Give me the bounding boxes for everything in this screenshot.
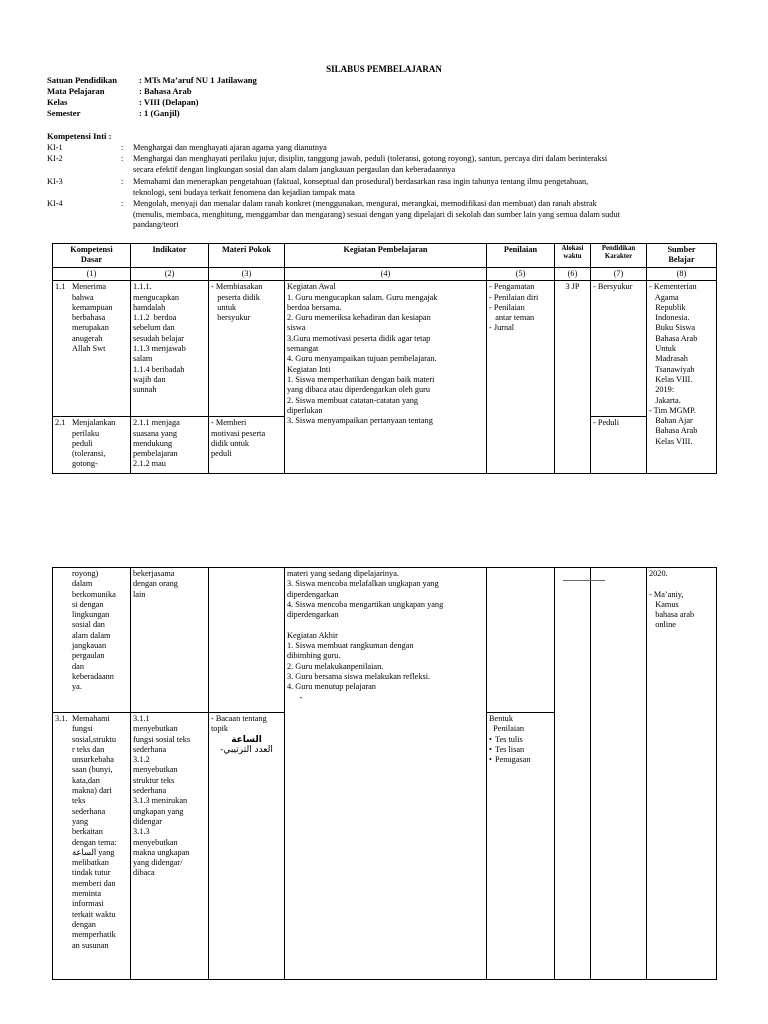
ki-key: KI-1 bbox=[47, 143, 63, 152]
list-item: • Tes tulis bbox=[489, 735, 552, 745]
text-line: struktur teks bbox=[133, 775, 175, 785]
penilaian-cell bbox=[487, 281, 555, 474]
text-line: 4. Guru menyampaikan tujuan pembelajaran. bbox=[287, 354, 437, 364]
text-line: yang didengar/ bbox=[133, 858, 183, 868]
text-line: 1.1.2 berdoa bbox=[133, 313, 177, 323]
text-line: diperlukan bbox=[287, 405, 323, 415]
text-line: 1.1.3 menjawab bbox=[133, 344, 186, 354]
ki-colon: : bbox=[121, 154, 124, 163]
ki-line: Mengolah, menyaji dan menalar dalam ranah konkret (menggunakan, mengurai, merangkai, memodifikasi dan membuat) dan ranah abstrak bbox=[133, 199, 597, 208]
meta-key: Kelas bbox=[47, 97, 68, 107]
text-line: informasi bbox=[72, 899, 104, 909]
text-line: Kamus bbox=[649, 599, 679, 609]
meta-row bbox=[47, 97, 647, 108]
text-line: hamdalah bbox=[133, 302, 166, 312]
text-line: menyebutkan bbox=[133, 724, 178, 734]
list-item: • Penugasan bbox=[489, 755, 552, 765]
text-line: 2019: bbox=[649, 385, 675, 395]
text-line: makna) dari bbox=[72, 786, 112, 796]
text-line: diperdengarkan bbox=[287, 610, 339, 620]
ki-heading: Kompetensi Inti : bbox=[47, 131, 112, 141]
text-line: bekerjasama bbox=[133, 569, 175, 578]
document-title: SILABUS PEMBELAJARAN bbox=[326, 64, 442, 74]
ki-text bbox=[133, 177, 761, 198]
meta-value: : 1 (Ganjil) bbox=[139, 108, 180, 118]
text-line: 1.1.1. bbox=[133, 282, 152, 292]
text-line: didengar bbox=[133, 816, 163, 826]
indikator-cell bbox=[131, 713, 209, 980]
number-row bbox=[53, 268, 717, 281]
text-line: antar teman bbox=[489, 313, 535, 323]
text-line: kemampuan bbox=[72, 302, 113, 312]
text-line: Bahasa Arab bbox=[649, 426, 698, 436]
kd-cell bbox=[53, 713, 131, 980]
ki-line: Memahami dan menerapkan pengetahuan (faktual, konseptual dan prosedural) berdasarkan rasa ingin tahunya tentang ilmu pengetahuan, bbox=[133, 177, 589, 186]
text-line: dibaca bbox=[133, 868, 155, 878]
text-line: perilaku bbox=[72, 428, 100, 438]
text-line: si dengan bbox=[72, 599, 104, 609]
text-line: - Memberi bbox=[211, 418, 247, 428]
kegiatan-cell bbox=[285, 281, 487, 474]
text-line: peserta didik bbox=[211, 292, 260, 302]
karakter-cell: - Peduli bbox=[591, 417, 647, 474]
text-line: dengan orang bbox=[133, 579, 178, 589]
materi-cell bbox=[209, 281, 285, 417]
text-line: sesudah belajar bbox=[133, 333, 184, 343]
header-kegiatan: Kegiatan Pembelajaran bbox=[285, 244, 487, 268]
text-line: lingkungan bbox=[72, 610, 110, 620]
ki-colon: : bbox=[121, 143, 124, 152]
text-line: r teks dan bbox=[72, 744, 105, 754]
col-number: (7) bbox=[591, 268, 647, 281]
text-line: berkaitan bbox=[72, 827, 103, 837]
text-line: Penilaian bbox=[489, 724, 525, 734]
sumber-cell bbox=[647, 281, 717, 474]
text-line: Kelas VIII. bbox=[649, 374, 693, 384]
text-line: yang dibaca atau diperdengarkan oleh guru bbox=[287, 385, 431, 395]
materi-cell bbox=[209, 568, 285, 713]
text-line: untuk bbox=[211, 302, 237, 312]
text-line: 2. Siswa membuat catatan-catatan yang bbox=[287, 395, 419, 405]
text-line: 3.1.3 menirukan bbox=[133, 796, 188, 806]
text-line: Untuk bbox=[649, 344, 676, 354]
meta-row bbox=[47, 108, 647, 119]
indikator-cell bbox=[131, 281, 209, 417]
text-line: 3. Siswa mencoba melafalkan ungkapan yang bbox=[287, 579, 439, 589]
ki-line: Menghargai dan menghayati perilaku jujur, disiplin, tanggung jawab, peduli (toleransi, gotong royong), santun, percaya diri dalam berinteraksi bbox=[133, 154, 608, 163]
alokasi-cell: 3 JP bbox=[555, 281, 591, 474]
text-line: 4. Guru menutup pelajaran bbox=[287, 682, 376, 692]
text-line: - bbox=[287, 692, 303, 702]
header-alokasi-waktu: Alokasi waktu bbox=[555, 244, 591, 268]
ki-line: pandang/teori bbox=[133, 220, 179, 229]
text-line: saan (bunyi, bbox=[72, 765, 113, 775]
materi-cell bbox=[209, 417, 285, 474]
text-line: 2. Guru memeriksa kehadiran dan kesiapan bbox=[287, 313, 431, 323]
text-line: - Kementerian bbox=[649, 282, 697, 292]
kd-number: 3.1. bbox=[55, 714, 68, 723]
text-line: Bentuk bbox=[489, 714, 513, 723]
ki-key: KI-2 bbox=[47, 154, 63, 163]
text-line: 2.1.1 menjaga bbox=[133, 418, 180, 428]
text-line: merupakan bbox=[72, 323, 109, 333]
text-line: motivasi peserta bbox=[211, 428, 266, 438]
header-row bbox=[53, 244, 717, 268]
text-line: keberadaann bbox=[72, 671, 114, 681]
text-line: semangat bbox=[287, 344, 319, 354]
ki-line: Menghargai dan menghayati ajaran agama yang dianutnya bbox=[133, 143, 327, 152]
ki-key: KI-3 bbox=[47, 177, 63, 186]
kd-cell bbox=[53, 417, 131, 474]
text-line: - Penilaian diri bbox=[489, 292, 539, 302]
kd-cell bbox=[53, 568, 131, 713]
text-line: teks bbox=[72, 796, 86, 806]
text-line: 1. Guru mengucapkan salam. Guru mengajak bbox=[287, 292, 438, 302]
stray-line bbox=[563, 580, 605, 581]
text-line: 4. Siswa mencoba mengartikan ungkapan yang bbox=[287, 599, 444, 609]
ki-colon: : bbox=[121, 199, 124, 208]
text-line: Memahami bbox=[72, 714, 110, 723]
text-line: 2. Guru melakukanpenilaian. bbox=[287, 661, 384, 671]
meta-value: : Bahasa Arab bbox=[139, 86, 192, 96]
col-number: (4) bbox=[285, 268, 487, 281]
kd-text bbox=[72, 569, 128, 693]
text-line: Kelas VIII. bbox=[649, 436, 693, 446]
text-line: gotong- bbox=[72, 459, 98, 469]
text-line: 3.Guru memotivasi peserta didik agar tetap bbox=[287, 333, 431, 343]
text-line: fungsi bbox=[72, 724, 93, 734]
text-line: dalam bbox=[72, 579, 93, 589]
text-line: an susunan bbox=[72, 940, 109, 950]
header-kompetensi-dasar: Kompetensi Dasar bbox=[53, 244, 131, 268]
text-line: fungsi sosial teks bbox=[133, 734, 191, 744]
text-line: anugerah bbox=[72, 333, 103, 343]
ki-row bbox=[47, 154, 727, 176]
text-line: meminta bbox=[72, 889, 102, 899]
text-line: ya. bbox=[72, 682, 82, 692]
text-line: Bahan Ajar bbox=[649, 416, 693, 426]
penilaian-heading bbox=[489, 714, 552, 735]
text-line: mengucapkan bbox=[133, 292, 180, 302]
ki-colon: : bbox=[121, 177, 124, 186]
text-line: memberi dan bbox=[72, 878, 116, 888]
syllabus-table-page1 bbox=[52, 243, 717, 474]
meta-value: : VIII (Delapan) bbox=[139, 97, 199, 107]
header-pendidikan-karakter: Pendidikan Karakter bbox=[591, 244, 647, 268]
ki-text bbox=[133, 143, 761, 154]
text-line: sosial dan bbox=[72, 620, 105, 630]
text-line: Kegiatan Inti bbox=[287, 364, 331, 374]
text-line: sederhana bbox=[72, 806, 106, 816]
text-line: unsurkebaha bbox=[72, 755, 114, 765]
text-line: salam bbox=[133, 354, 153, 364]
penilaian-cell bbox=[487, 568, 555, 713]
text-line bbox=[649, 579, 714, 589]
text-line: 1. Siswa memperhatikan dengan baik materi bbox=[287, 374, 435, 384]
text-line: الساعة yang bbox=[72, 847, 115, 857]
text-line: Kegiatan Awal bbox=[287, 282, 336, 292]
text-line: bahasa arab bbox=[649, 610, 695, 620]
table-row-continued bbox=[53, 568, 717, 713]
text-line: bahwa bbox=[72, 292, 94, 302]
text-line: dibimbing guru. bbox=[287, 651, 341, 661]
text-line: 1. Siswa membuat rangkuman dengan bbox=[287, 641, 414, 651]
kd-text bbox=[72, 282, 128, 354]
text-line: Tsanawiyah bbox=[649, 364, 695, 374]
meta-row bbox=[47, 86, 647, 97]
text-line: topik bbox=[211, 724, 229, 734]
ki-text bbox=[133, 199, 761, 231]
text-line: Agama bbox=[649, 292, 679, 302]
text-line: bersyukur bbox=[211, 313, 251, 323]
text-line: Indonesia. bbox=[649, 313, 690, 323]
list-item: • Tes lisan bbox=[489, 745, 552, 755]
text-line: tindak tutur bbox=[72, 868, 111, 878]
kegiatan-cell bbox=[285, 568, 487, 980]
text-line: 2.1.2 mau bbox=[133, 459, 166, 469]
ki-key: KI-4 bbox=[47, 199, 63, 208]
text-line: berkomunika bbox=[72, 589, 116, 599]
sumber-cell bbox=[647, 568, 717, 980]
text-line: menyebutkan bbox=[133, 837, 178, 847]
text-line: peduli bbox=[72, 438, 93, 448]
text-line: 3.1.2 bbox=[133, 755, 150, 765]
text-line: didik untuk bbox=[211, 438, 250, 448]
col-number: (5) bbox=[487, 268, 555, 281]
col-number: (6) bbox=[555, 268, 591, 281]
meta-key: Mata Pelajaran bbox=[47, 86, 105, 96]
text-line: Republik bbox=[649, 302, 686, 312]
indikator-cell bbox=[131, 568, 209, 713]
col-number: (3) bbox=[209, 268, 285, 281]
karakter-cell: - Bersyukur bbox=[591, 281, 647, 417]
text-line: online bbox=[649, 620, 676, 630]
text-line: Kegiatan Akhir bbox=[287, 630, 338, 640]
arabic-topic-1: الساعة bbox=[231, 734, 262, 745]
text-line: lain bbox=[133, 589, 146, 599]
text-line: 1.1.4 beribadah bbox=[133, 364, 185, 374]
indikator-cell bbox=[131, 417, 209, 474]
text-line: menyebutkan bbox=[133, 765, 178, 775]
text-line: 3. Siswa menyampaikan pertanyaan tentang bbox=[287, 416, 433, 426]
text-line: kata,dan bbox=[72, 775, 100, 785]
text-line: Jakarta. bbox=[649, 395, 681, 405]
col-number: (2) bbox=[131, 268, 209, 281]
penilaian-list bbox=[489, 735, 552, 766]
text-line: royong) bbox=[72, 569, 99, 578]
text-line: (toleransi, bbox=[72, 449, 106, 459]
text-line: suasana yang bbox=[133, 428, 178, 438]
alokasi-cell bbox=[555, 568, 591, 980]
text-line: - Penilaian bbox=[489, 302, 525, 312]
ki-text bbox=[133, 154, 761, 175]
text-line: dan bbox=[72, 661, 84, 671]
text-line: - Ma’aniy, bbox=[649, 589, 684, 599]
header-sumber-belajar: Sumber Belajar bbox=[647, 244, 717, 268]
text-line: jangkauan bbox=[72, 641, 107, 651]
text-line: - Jurnal bbox=[489, 323, 515, 333]
text-line: sosial,struktu bbox=[72, 734, 117, 744]
text-line: sunnah bbox=[133, 385, 157, 395]
text-line: 3. Guru bersama siswa melakukan refleksi. bbox=[287, 671, 431, 681]
text-line: melibatkan bbox=[72, 858, 109, 868]
col-number: (1) bbox=[53, 268, 131, 281]
text-line bbox=[287, 620, 484, 630]
materi-cell bbox=[209, 713, 285, 980]
text-line: yang bbox=[72, 816, 89, 826]
text-line: 3.1.1 bbox=[133, 714, 150, 723]
text-line: makna ungkapan bbox=[133, 847, 190, 857]
ki-row bbox=[47, 199, 727, 232]
text-line: materi yang sedang dipelajarinya. bbox=[287, 569, 399, 578]
text-line: diperdengarkan bbox=[287, 589, 339, 599]
ki-line: teknologi, seni budaya terkait fenomena dan kejadian tampak mata bbox=[133, 187, 355, 197]
ki-row bbox=[47, 177, 727, 199]
text-line: - Tim MGMP. bbox=[649, 405, 696, 415]
meta-key: Semester bbox=[47, 108, 81, 118]
ki-row bbox=[47, 143, 727, 155]
col-number: (8) bbox=[647, 268, 717, 281]
kd-cell bbox=[53, 281, 131, 417]
text-line: memperhatik bbox=[72, 930, 116, 940]
arabic-topic-2: العدد الترتيبي- bbox=[220, 744, 273, 755]
materi-lines bbox=[211, 714, 282, 735]
penilaian-cell bbox=[487, 713, 555, 980]
text-line: Menerima bbox=[72, 282, 107, 292]
text-line: Buku Siswa bbox=[649, 323, 696, 333]
text-line: - Pengamatan bbox=[489, 282, 535, 292]
text-line: alam dalam bbox=[72, 630, 111, 640]
text-line: wajib dan bbox=[133, 374, 166, 384]
text-line: berdoa bersama. bbox=[287, 302, 342, 312]
text-line: - Membiasakan bbox=[211, 282, 263, 292]
text-line: Menjalankan bbox=[72, 418, 116, 428]
table-row-kd-1-1 bbox=[53, 281, 717, 417]
text-line: sebelum dan bbox=[133, 323, 175, 333]
ki-line: (menulis, membaca, menghitung, menggambar dan mengarang) sesuai dengan yang dipelajari di sekolah dan sumber lain yang semua dalam sudut bbox=[133, 209, 620, 219]
kd-text bbox=[72, 418, 128, 469]
text-line: - Bacaan tentang bbox=[211, 714, 267, 723]
ki-line: secara efektif dengan lingkungan sosial dan alam dalam jangkauan pergaulan dan keberadaannya bbox=[133, 164, 456, 174]
text-line: siswa bbox=[287, 323, 306, 333]
text-line: Madrasah bbox=[649, 354, 688, 364]
karakter-cell bbox=[591, 568, 647, 980]
text-line: ungkapan yang bbox=[133, 806, 184, 816]
text-line: Allah Swt bbox=[72, 344, 106, 354]
header-penilaian: Penilaian bbox=[487, 244, 555, 268]
text-line: sederhana bbox=[133, 786, 167, 796]
text-line: pembelajaran bbox=[133, 449, 178, 459]
header-indikator: Indikator bbox=[131, 244, 209, 268]
syllabus-table-page2 bbox=[52, 567, 717, 980]
text-line: pergaulan bbox=[72, 651, 105, 661]
kd-text bbox=[72, 714, 128, 951]
meta-value: : MTs Ma’aruf NU 1 Jatilawang bbox=[139, 75, 257, 85]
text-line: sederhana bbox=[133, 744, 167, 754]
header-materi-pokok: Materi Pokok bbox=[209, 244, 285, 268]
text-line: 2020. bbox=[649, 569, 668, 578]
text-line: berbahasa bbox=[72, 313, 106, 323]
text-line: Bahasa Arab bbox=[649, 333, 698, 343]
meta-row bbox=[47, 75, 647, 86]
text-line: dengan tema: bbox=[72, 837, 117, 847]
text-line: peduli bbox=[211, 449, 232, 459]
text-line: mendukung bbox=[133, 438, 173, 448]
text-line: 3.1.3 bbox=[133, 827, 150, 837]
text-line: terkait waktu bbox=[72, 909, 116, 919]
kd-number: 1.1 bbox=[55, 282, 66, 292]
meta-key: Satuan Pendidikan bbox=[47, 75, 117, 85]
kd-number: 2.1 bbox=[55, 418, 66, 428]
text-line: dengan bbox=[72, 919, 96, 929]
